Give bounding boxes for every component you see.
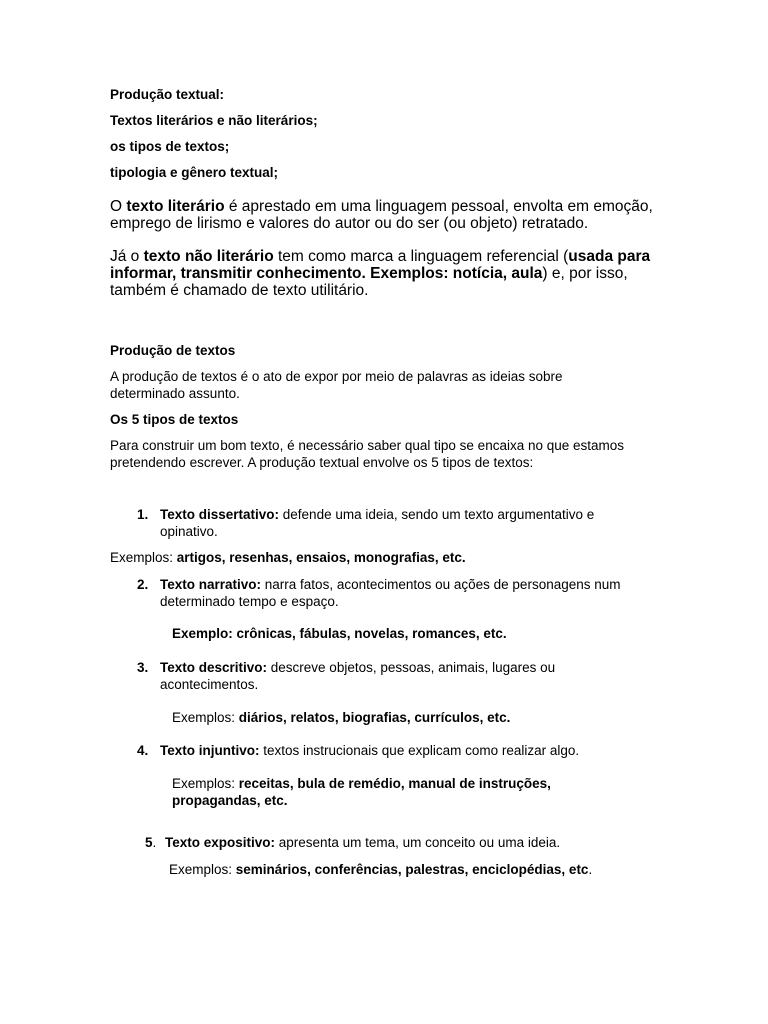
paragraph-os-5-tipos: Para construir um bom texto, é necessário saber qual tipo se encaixa no que estamos pretendendo escrever. A produção textual envolve os 5 tipos de textos:: [110, 438, 625, 470]
list-number-2: 2.: [137, 577, 149, 592]
examples-dissertativo: Exemplos: artigos, resenhas, ensaios, monografias, etc.: [110, 550, 466, 565]
heading-tipologia: tipologia e gênero textual;: [110, 165, 279, 180]
heading-textos-literarios: Textos literários e não literários;: [110, 113, 318, 128]
heading-tipos-de-textos: os tipos de textos;: [110, 139, 230, 154]
list-item-descritivo: Texto descritivo: descreve objetos, pessoas, animais, lugares ou acontecimentos.: [160, 660, 556, 692]
list-number-5: 5.: [145, 835, 157, 850]
paragraph-producao-de-textos: A produção de textos é o ato de expor por meio de palavras as ideias sobre determinado assunto.: [110, 369, 563, 401]
list-item-narrativo: Texto narrativo: narra fatos, acontecimentos ou ações de personagens num determinado tempo e espaço.: [160, 577, 621, 609]
examples-injuntivo: Exemplos: receitas, bula de remédio, manual de instruções, propagandas, etc.: [172, 776, 551, 808]
heading-producao-textual: Produção textual:: [110, 87, 225, 102]
examples-narrativo: Exemplo: crônicas, fábulas, novelas, romances, etc.: [172, 626, 507, 641]
list-number-4: 4.: [137, 743, 149, 758]
heading-os-5-tipos: Os 5 tipos de textos: [110, 412, 239, 427]
list-item-injuntivo: Texto injuntivo: textos instrucionais que explicam como realizar algo.: [160, 743, 580, 758]
heading-producao-de-textos: Produção de textos: [110, 343, 236, 358]
list-number-1: 1.: [137, 507, 149, 522]
examples-descritivo: Exemplos: diários, relatos, biografias, currículos, etc.: [172, 710, 511, 725]
list-number-3: 3.: [137, 660, 149, 675]
list-item-dissertativo: Texto dissertativo: defende uma ideia, sendo um texto argumentativo e opinativo.: [160, 507, 595, 539]
examples-expositivo: Exemplos: seminários, conferências, palestras, enciclopédias, etc.: [169, 862, 593, 877]
list-item-expositivo: Texto expositivo: apresenta um tema, um conceito ou uma ideia.: [165, 835, 561, 850]
paragraph-texto-literario: O texto literário é aprestado em uma linguagem pessoal, envolta em emoção, emprego de lirismo e valores do autor ou do ser (ou objeto) retratado.: [110, 198, 653, 232]
paragraph-texto-nao-literario: Já o texto não literário tem como marca a linguagem referencial (usada para informar, transmitir conhecimento. Exemplos: notícia, aula) e, por isso, também é chamado de texto utilitário.: [110, 248, 651, 299]
